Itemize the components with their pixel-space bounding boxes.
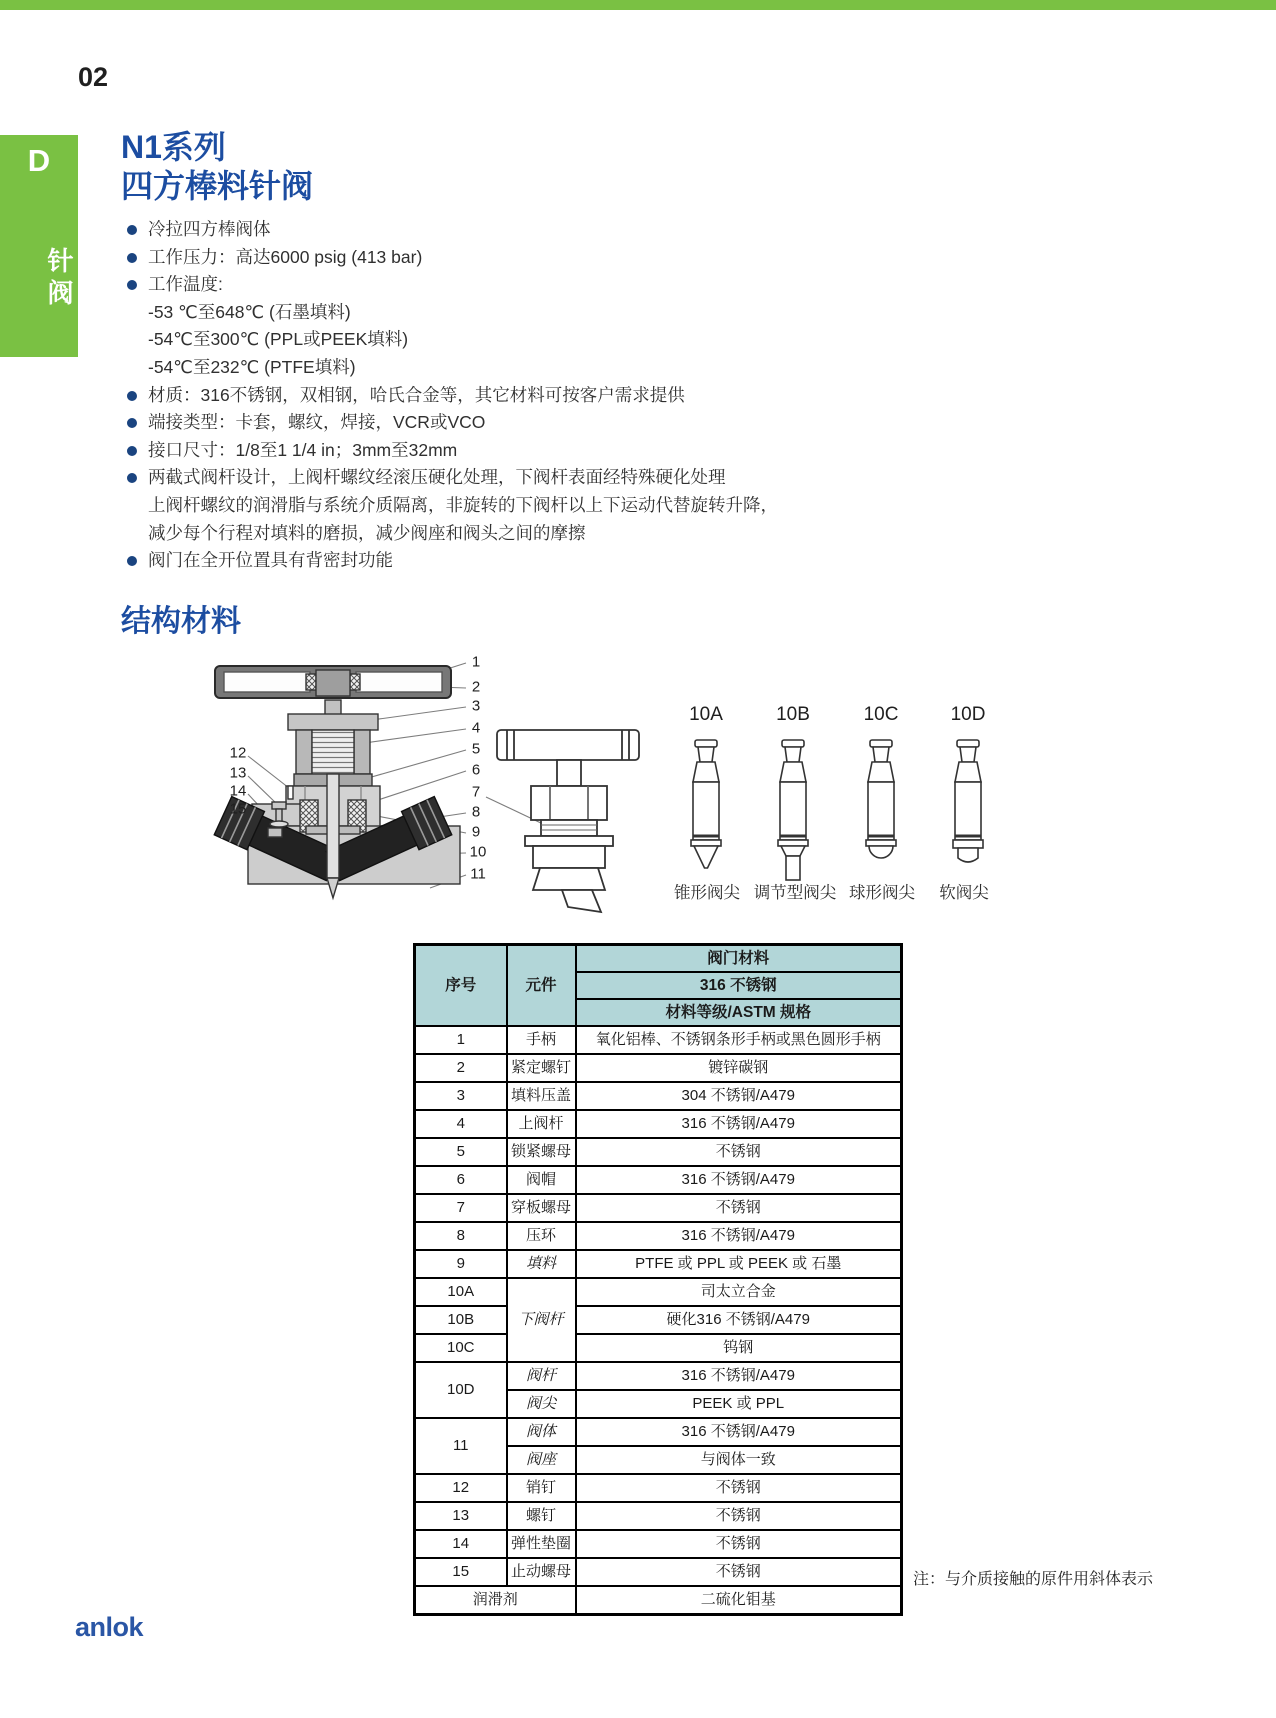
table-cell-no: 8 xyxy=(415,1222,507,1250)
table-cell-part: 穿板螺母 xyxy=(507,1194,576,1222)
table-header-seq: 序号 xyxy=(415,945,507,1027)
table-cell-part: 阀体 xyxy=(507,1418,576,1446)
feature-text: 端接类型：卡套，螺纹，焊接，VCR或VCO xyxy=(148,412,486,433)
callout-number: 6 xyxy=(471,761,481,779)
table-row xyxy=(415,1530,902,1558)
callout-number: 9 xyxy=(471,823,481,841)
bullet-dot-icon xyxy=(127,391,137,401)
table-header-part: 元件 xyxy=(507,945,576,1027)
feature-text: 两截式阀杆设计，上阀杆螺纹经滚压硬化处理，下阀杆表面经特殊硬化处理 xyxy=(148,467,726,488)
feature-text: 冷拉四方棒阀体 xyxy=(148,219,271,239)
table-cell-material: 316 不锈钢/A479 xyxy=(576,1418,902,1446)
table-header-material-spec: 材料等级/ASTM 规格 xyxy=(576,999,902,1026)
callout-number: 11 xyxy=(470,865,486,883)
feature-item xyxy=(127,547,847,575)
callout-number: 8 xyxy=(471,803,481,821)
sidebar-tab xyxy=(0,135,78,357)
feature-text: -54℃至300℃ (PPL或PEEK填料) xyxy=(148,329,409,350)
table-row xyxy=(415,1474,902,1502)
tip-code: 10A xyxy=(689,704,723,725)
table-cell-part: 弹性垫圈 xyxy=(507,1530,576,1558)
feature-item xyxy=(127,271,847,299)
top-accent-bar xyxy=(0,0,1276,10)
table-cell-no: 1 xyxy=(415,1026,507,1054)
callout-number: 7 xyxy=(471,783,481,801)
feature-text: 材质：316不锈钢，双相钢，哈氏合金等，其它材料可按客户需求提供 xyxy=(148,384,685,405)
table-cell-material: 不锈钢 xyxy=(576,1138,902,1166)
bullet-dot-icon xyxy=(127,280,137,290)
table-header-material-grade: 316 不锈钢 xyxy=(576,972,902,999)
feature-text: 工作温度: xyxy=(148,274,223,295)
table-cell-material: 316 不锈钢/A479 xyxy=(576,1166,902,1194)
valve-diagram xyxy=(150,640,1050,930)
bullet-dot-icon xyxy=(127,253,137,263)
bullet-dot-icon xyxy=(127,556,137,566)
valve-cross-section xyxy=(214,666,460,898)
table-cell-material: 氧化铝棒、不锈钢条形手柄或黑色圆形手柄 xyxy=(576,1026,902,1054)
table-cell-material: 镀锌碳钢 xyxy=(576,1054,902,1082)
feature-item xyxy=(127,409,847,437)
callout-number: 4 xyxy=(471,719,481,737)
table-note: 注：与介质接触的原件用斜体表示 xyxy=(913,1571,1154,1588)
feature-text: 上阀杆螺纹的润滑脂与系统介质隔离，非旋转的下阀杆以上下运动代替旋转升降， xyxy=(148,494,778,515)
table-row xyxy=(415,1054,902,1082)
tip-label: 球形阀尖 xyxy=(849,884,915,902)
table-row xyxy=(415,1138,902,1166)
bom-table xyxy=(413,943,903,1616)
tip-figure-10D xyxy=(953,740,983,862)
table-cell-no: 5 xyxy=(415,1138,507,1166)
table-row xyxy=(415,1362,902,1390)
feature-text: 阀门在全开位置具有背密封功能 xyxy=(148,550,393,571)
feature-text: 接口尺寸：1/8至1 1/4 in；3mm至32mm xyxy=(148,439,458,460)
table-row xyxy=(415,1222,902,1250)
table-cell-material: PEEK 或 PPL xyxy=(576,1390,902,1418)
tip-figure-10B xyxy=(778,740,808,880)
table-cell-part: 手柄 xyxy=(507,1026,576,1054)
table-cell-part: 紧定螺钉 xyxy=(507,1054,576,1082)
feature-item-continuation xyxy=(127,520,847,548)
feature-item xyxy=(127,382,847,410)
table-row xyxy=(415,1082,902,1110)
table-cell-no: 3 xyxy=(415,1082,507,1110)
feature-text: 工作压力：高达6000 psig (413 bar) xyxy=(148,246,423,267)
table-cell-material: 与阀体一致 xyxy=(576,1446,902,1474)
table-cell-part: 销钉 xyxy=(507,1474,576,1502)
table-cell-no: 6 xyxy=(415,1166,507,1194)
table-header-material: 阀门材料 xyxy=(576,945,902,973)
sidebar-tab-label: 针阀 xyxy=(44,247,74,311)
callout-number: 10 xyxy=(469,843,487,861)
table-cell-material: 二硫化钼基 xyxy=(576,1586,902,1615)
brand-logo: anlok xyxy=(75,1612,144,1642)
feature-list xyxy=(127,216,847,575)
tip-label: 软阀尖 xyxy=(939,884,989,902)
table-row xyxy=(415,1278,902,1306)
bullet-dot-icon xyxy=(127,473,137,483)
table-cell-material: 不锈钢 xyxy=(576,1474,902,1502)
section-title: 结构材料 xyxy=(121,605,241,638)
feature-item xyxy=(127,464,847,492)
table-row xyxy=(415,1194,902,1222)
table-cell-part: 阀座 xyxy=(507,1446,576,1474)
table-row xyxy=(415,1586,902,1615)
callout-number: 5 xyxy=(471,740,481,758)
tip-figures xyxy=(691,740,983,880)
feature-item xyxy=(127,216,847,244)
table-cell-material: 不锈钢 xyxy=(576,1502,902,1530)
table-cell-part: 止动螺母 xyxy=(507,1558,576,1586)
tip-code: 10C xyxy=(863,704,899,725)
feature-text: 减少每个行程对填料的磨损，减少阀座和阀头之间的摩擦 xyxy=(148,522,586,543)
table-cell-material: 不锈钢 xyxy=(576,1558,902,1586)
table-cell-no: 10C xyxy=(415,1334,507,1362)
table-cell-part: 上阀杆 xyxy=(507,1110,576,1138)
table-cell-part: 压环 xyxy=(507,1222,576,1250)
table-row xyxy=(415,1026,902,1054)
tip-code: 10D xyxy=(950,704,986,725)
table-cell-no: 10A xyxy=(415,1278,507,1306)
table-cell-material: 304 不锈钢/A479 xyxy=(576,1082,902,1110)
bullet-dot-icon xyxy=(127,225,137,235)
table-row xyxy=(415,1166,902,1194)
table-cell-material: 硬化316 不锈钢/A479 xyxy=(576,1306,902,1334)
table-cell-part: 下阀杆 xyxy=(507,1278,576,1362)
tip-figure-10A xyxy=(691,740,721,868)
table-cell-part: 阀帽 xyxy=(507,1166,576,1194)
table-cell-material: 不锈钢 xyxy=(576,1194,902,1222)
table-cell-no: 4 xyxy=(415,1110,507,1138)
page-title xyxy=(121,128,313,206)
feature-text: -53 ℃至648℃ (石墨填料) xyxy=(148,301,351,322)
feature-item-continuation xyxy=(127,299,847,327)
table-cell-no: 15 xyxy=(415,1558,507,1586)
feature-item-continuation xyxy=(127,326,847,354)
callout-number: 3 xyxy=(471,697,481,715)
page-title-line1: N1系列 xyxy=(121,129,226,165)
table-cell-part: 填料 xyxy=(507,1250,576,1278)
table-cell-part: 填料压盖 xyxy=(507,1082,576,1110)
callout-number: 15 xyxy=(229,800,247,818)
tip-label: 调节型阀尖 xyxy=(753,884,837,902)
table-cell-no: 润滑剂 xyxy=(415,1586,576,1615)
table-row xyxy=(415,1306,902,1334)
tip-figure-10C xyxy=(866,740,896,858)
tip-label: 锥形阀尖 xyxy=(674,884,740,902)
bullet-dot-icon xyxy=(127,418,137,428)
table-cell-part: 螺钉 xyxy=(507,1502,576,1530)
table-row xyxy=(415,1334,902,1362)
bullet-dot-icon xyxy=(127,446,137,456)
table-row xyxy=(415,1110,902,1138)
callout-number: 12 xyxy=(229,744,247,762)
callout-number: 1 xyxy=(471,653,481,671)
page-number: 02 xyxy=(78,62,109,92)
valve-outline-view xyxy=(497,730,639,912)
feature-item-continuation xyxy=(127,492,847,520)
table-row xyxy=(415,1502,902,1530)
table-cell-no: 13 xyxy=(415,1502,507,1530)
table-cell-part: 阀尖 xyxy=(507,1390,576,1418)
table-row xyxy=(415,1418,902,1446)
feature-text: -54℃至232℃ (PTFE填料) xyxy=(148,356,356,377)
callout-number: 2 xyxy=(471,678,481,696)
table-cell-no: 2 xyxy=(415,1054,507,1082)
table-cell-material: 不锈钢 xyxy=(576,1530,902,1558)
table-cell-no: 10B xyxy=(415,1306,507,1334)
table-cell-part: 阀杆 xyxy=(507,1362,576,1390)
page-title-line2: 四方棒料针阀 xyxy=(121,168,314,204)
table-cell-material: PTFE 或 PPL 或 PEEK 或 石墨 xyxy=(576,1250,902,1278)
callout-number: 14 xyxy=(229,782,247,800)
table-cell-no: 12 xyxy=(415,1474,507,1502)
table-cell-no: 14 xyxy=(415,1530,507,1558)
table-cell-material: 316 不锈钢/A479 xyxy=(576,1110,902,1138)
table-row xyxy=(415,1250,902,1278)
table-cell-no: 7 xyxy=(415,1194,507,1222)
feature-item-continuation xyxy=(127,354,847,382)
table-cell-no: 11 xyxy=(415,1418,507,1474)
table-cell-material: 316 不锈钢/A479 xyxy=(576,1362,902,1390)
callout-number: 13 xyxy=(229,764,247,782)
valve-handle xyxy=(215,666,451,698)
feature-item xyxy=(127,437,847,465)
table-cell-material: 司太立合金 xyxy=(576,1278,902,1306)
table-cell-material: 316 不锈钢/A479 xyxy=(576,1222,902,1250)
table-row xyxy=(415,1558,902,1586)
sidebar-tab-letter: D xyxy=(27,143,51,178)
feature-item xyxy=(127,244,847,272)
table-cell-part: 锁紧螺母 xyxy=(507,1138,576,1166)
table-cell-material: 钨钢 xyxy=(576,1334,902,1362)
table-cell-no: 10D xyxy=(415,1362,507,1418)
tip-code: 10B xyxy=(776,704,810,725)
table-cell-no: 9 xyxy=(415,1250,507,1278)
